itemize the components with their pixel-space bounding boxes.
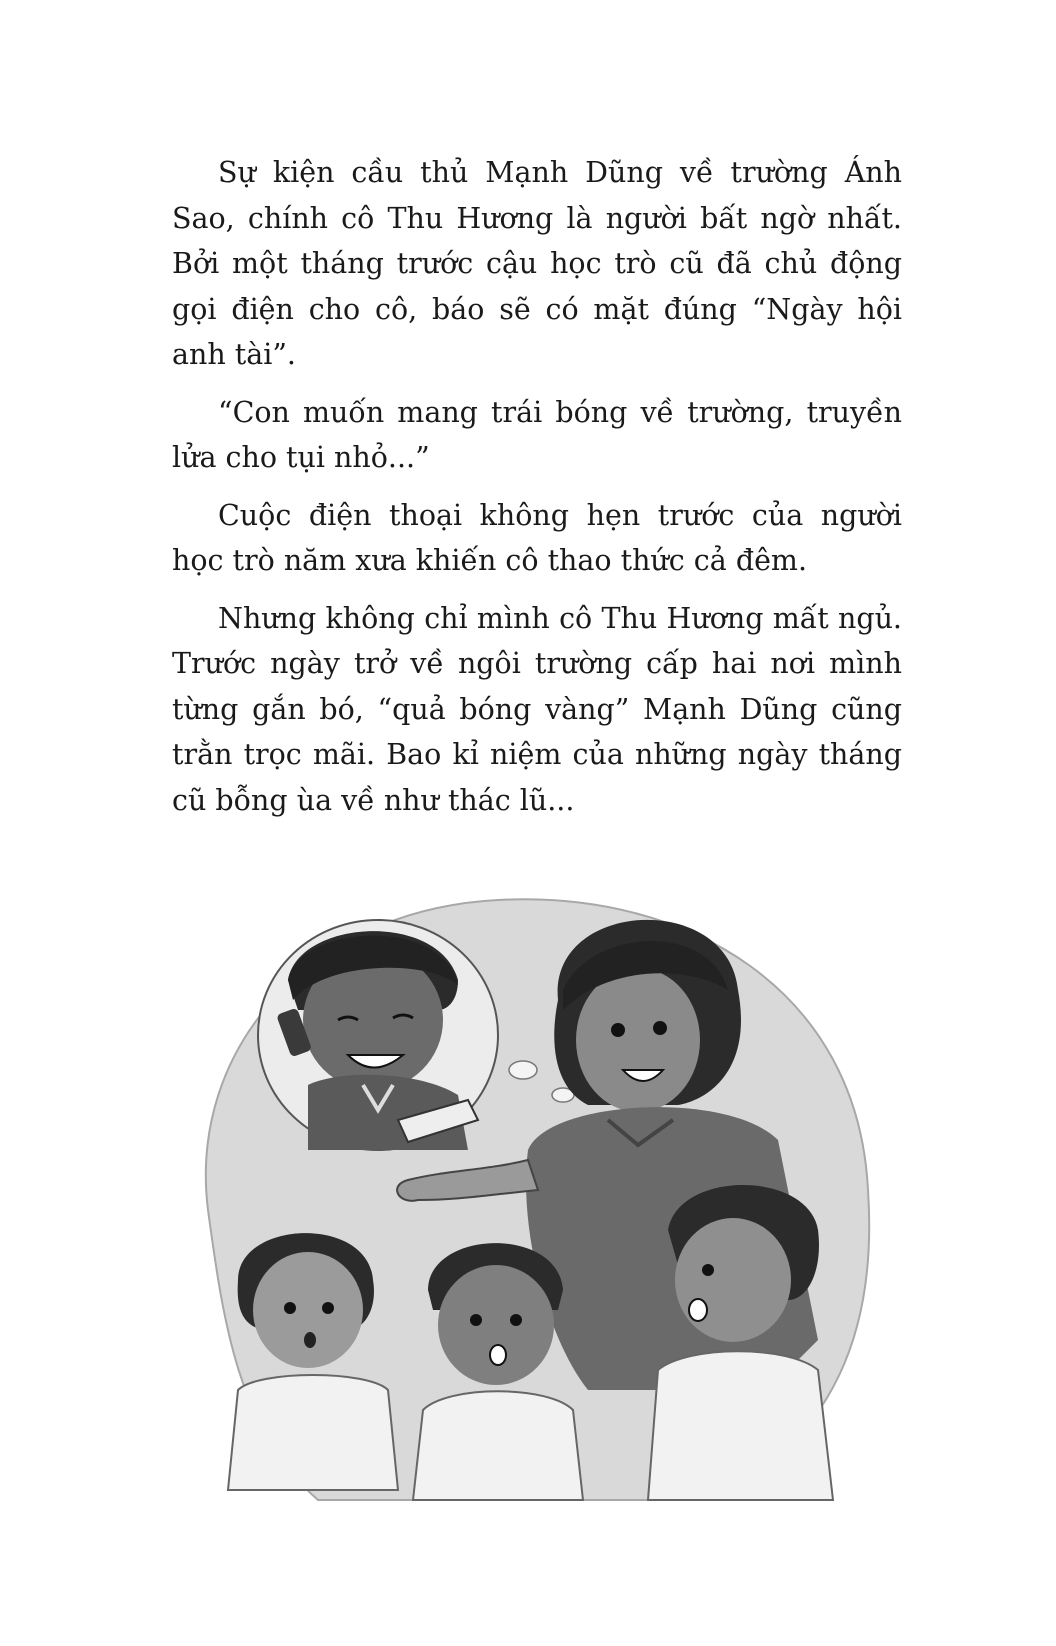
story-text (172, 150, 902, 835)
paragraph-1: Sự kiện cầu thủ Mạnh Dũng về trường Ánh Sao, chính cô Thu Hương là người bất ngờ nhất. Bởi một tháng trước cậu học trò cũ đã chủ động gọi điện cho cô, báo sẽ có mặt đúng “Ngày hội anh tài”. (172, 156, 902, 371)
illustration-svg (168, 870, 888, 1510)
paragraph-4: Nhưng không chỉ mình cô Thu Hương mất ngủ. Trước ngày trở về ngôi trường cấp hai nơi mình từng gắn bó, “quả bóng vàng” Mạnh Dũng cũng trằn trọc mãi. Bao kỉ niệm của những ngày tháng cũ bỗng ùa về như thác lũ... (172, 601, 902, 817)
thought-bubble (258, 920, 498, 1150)
paragraph-2: “Con muốn mang trái bóng về trường, truyền lửa cho tụi nhỏ...” (172, 395, 902, 474)
thought-dot-1 (509, 1061, 537, 1079)
story-illustration (168, 870, 888, 1510)
paragraph-3: Cuộc điện thoại không hẹn trước của người học trò năm xưa khiến cô thao thức cả đêm. (172, 498, 902, 577)
